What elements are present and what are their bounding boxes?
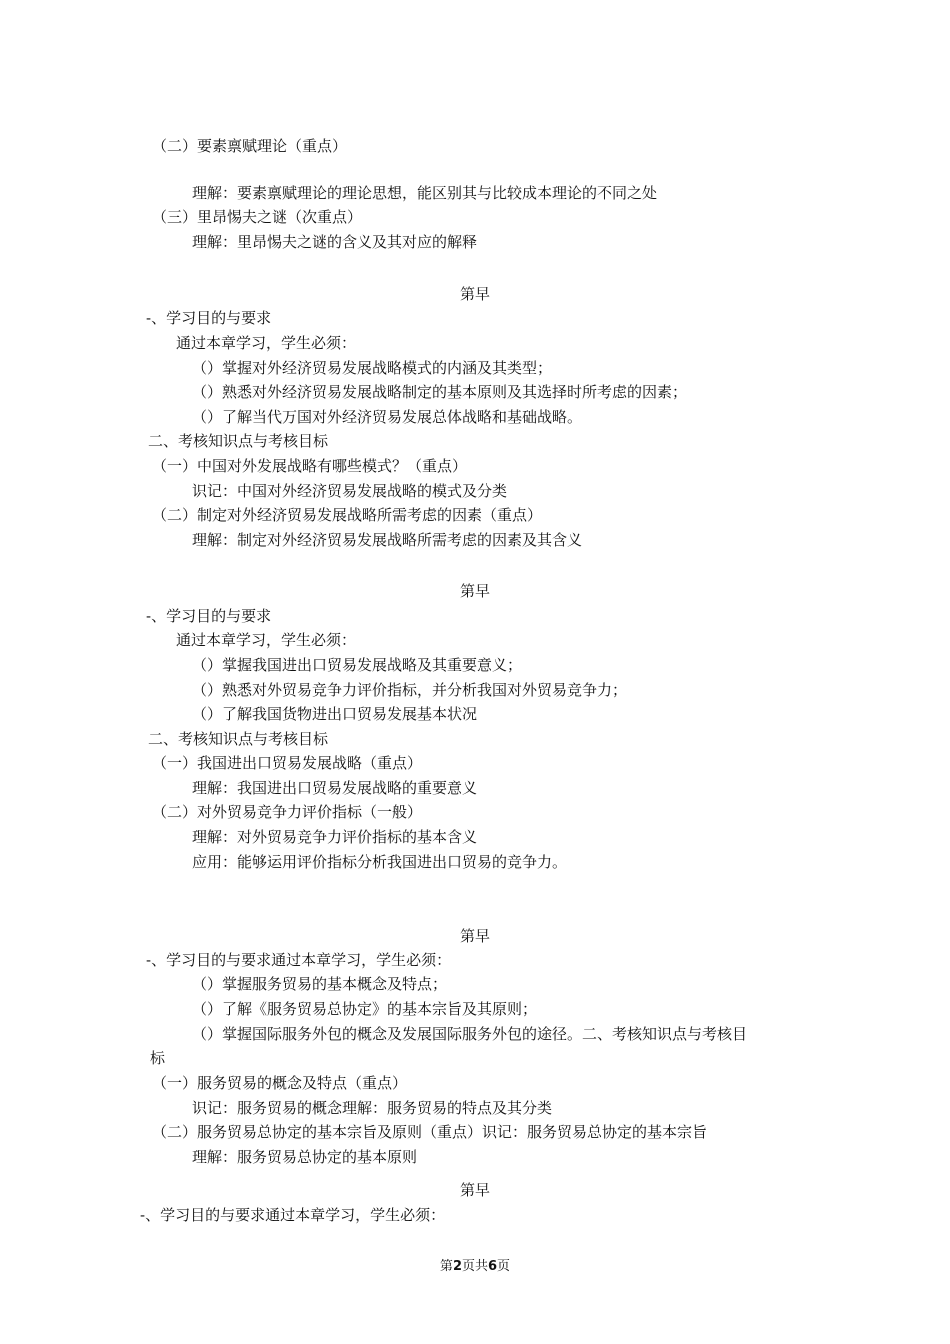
list-item: （）熟悉对外经济贸易发展战略制定的基本原则及其选择时所考虑的因素；	[192, 383, 688, 401]
section-heading: 二、考核知识点与考核目标	[148, 730, 329, 748]
chapter-title: 第早	[459, 1181, 490, 1199]
footer-middle: 页共	[461, 1259, 488, 1274]
list-item: （）掌握国际服务外包的概念及发展国际服务外包的途径。二、考核知识点与考核目	[192, 1025, 748, 1043]
section-heading: （一）中国对外发展战略有哪些模式？（重点）	[152, 457, 468, 475]
section-heading: （二）对外贸易竞争力评价指标（一般）	[152, 803, 423, 821]
body-text: 通过本章学习，学生必须：	[176, 334, 357, 352]
section-heading: （一）我国进出口贸易发展战略（重点）	[152, 754, 423, 772]
list-item: （）熟悉对外贸易竞争力评价指标，并分析我国对外贸易竞争力；	[192, 681, 628, 699]
section-heading: （三）里昂惕夫之谜（次重点）	[152, 208, 363, 226]
page-total: 6	[488, 1259, 498, 1274]
body-text: 识记：中国对外经济贸易发展战略的模式及分类	[192, 482, 508, 500]
body-text: 应用：能够运用评价指标分析我国进出口贸易的竞争力。	[192, 853, 568, 871]
chapter-title: 第早	[459, 285, 490, 303]
section-heading: -、学习目的与要求通过本章学习，学生必须：	[140, 1206, 446, 1224]
section-heading: -、学习目的与要求	[146, 607, 272, 625]
body-text: 理解：要素禀赋理论的理论思想，能区别其与比较成本理论的不同之处	[192, 184, 658, 202]
chapter-title: 第早	[459, 927, 490, 945]
list-item: （）了解当代万国对外经济贸易发展总体战略和基础战略。	[192, 408, 583, 426]
page-number: 2	[452, 1259, 462, 1274]
body-text: 识记：服务贸易的概念理解：服务贸易的特点及其分类	[192, 1099, 553, 1117]
section-heading: （二）制定对外经济贸易发展战略所需考虑的因素（重点）	[152, 506, 543, 524]
section-heading: （一）服务贸易的概念及特点（重点）	[152, 1074, 408, 1092]
footer-suffix: 页	[497, 1259, 511, 1274]
footer-prefix: 第	[439, 1259, 453, 1274]
section-heading: （二）服务贸易总协定的基本宗旨及原则（重点）识记：服务贸易总协定的基本宗旨	[152, 1123, 708, 1141]
list-item: （）了解《服务贸易总协定》的基本宗旨及其原则；	[192, 1000, 538, 1018]
body-text: 理解：里昂惕夫之谜的含义及其对应的解释	[192, 233, 478, 251]
body-text: 理解：对外贸易竞争力评价指标的基本含义	[192, 828, 478, 846]
list-item: （）了解我国货物进出口贸易发展基本状况	[192, 705, 478, 723]
body-text: 理解：制定对外经济贸易发展战略所需考虑的因素及其含义	[192, 531, 583, 549]
list-item: （）掌握我国进出口贸易发展战略及其重要意义；	[192, 656, 523, 674]
body-text: 理解：服务贸易总协定的基本原则	[192, 1148, 418, 1166]
list-item: （）掌握服务贸易的基本概念及特点；	[192, 975, 448, 993]
page-footer	[0, 1258, 950, 1276]
section-heading: 标	[150, 1049, 166, 1067]
section-heading: （二）要素禀赋理论（重点）	[152, 137, 348, 155]
section-heading: 二、考核知识点与考核目标	[148, 432, 329, 450]
chapter-title: 第早	[459, 582, 490, 600]
section-heading: -、学习目的与要求通过本章学习，学生必须：	[146, 951, 452, 969]
section-heading: -、学习目的与要求	[146, 309, 272, 327]
body-text: 理解：我国进出口贸易发展战略的重要意义	[192, 779, 478, 797]
body-text: 通过本章学习，学生必须：	[176, 631, 357, 649]
list-item: （）掌握对外经济贸易发展战略模式的内涵及其类型；	[192, 359, 553, 377]
